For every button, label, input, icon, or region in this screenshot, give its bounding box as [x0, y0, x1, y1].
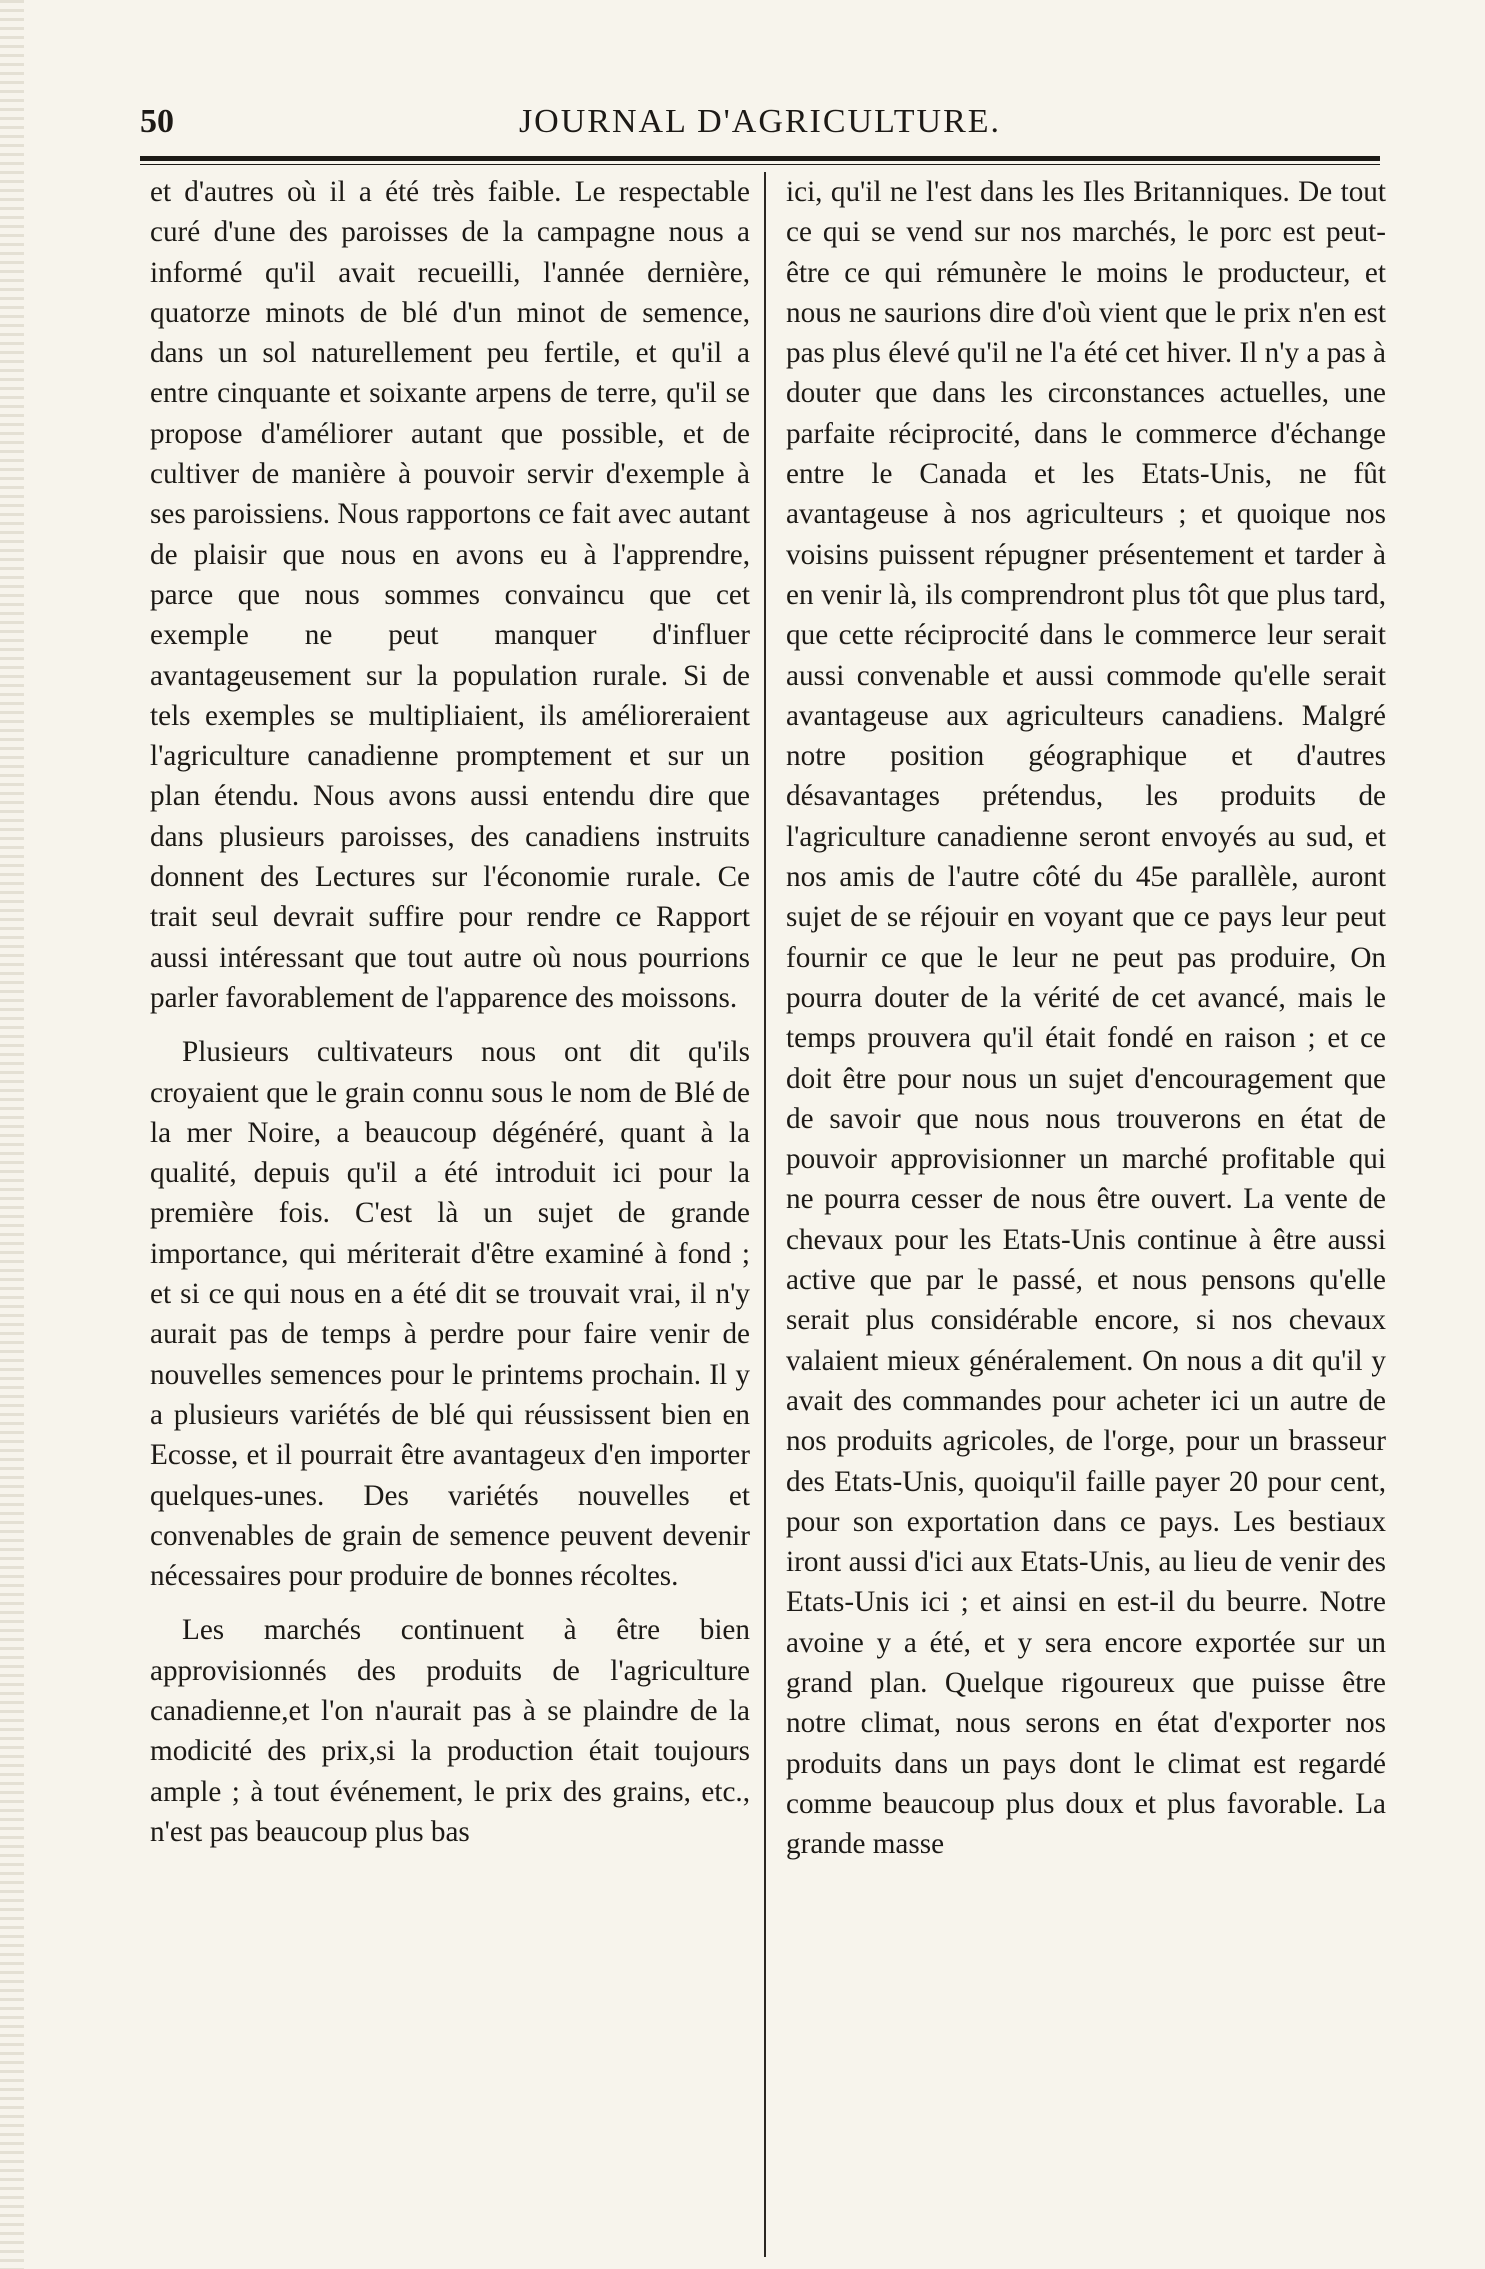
paragraph: Plusieurs cultivateurs nous ont dit qu'ils croyaient que le grain connu sous le nom de Blé de la mer Noire, a beaucoup dégénéré, quant à la qualité, depuis qu'il a été introduit ici pour la première fois. C'est là un sujet de grande importance, qui mériterait d'être examiné à fond ; et si ce qui nous en a été dit se trouvait vrai, il n'y aurait pas de temps à perdre pour faire venir de nouvelles semences pour le printems prochain. Il y a plusieurs variétés de blé qui réussissent bien en Ecosse, et il pourrait être avantageux d'en importer quelques-unes. Des variétés nouvelles et convenables de grain de semence peuvent devenir nécessaires pour produire de bonnes récoltes. [150, 1036, 750, 1593]
right-column [786, 172, 1386, 2257]
binding-edge [0, 0, 24, 2269]
paragraph: ici, qu'il ne l'est dans les Iles Britanniques. De tout ce qui se vend sur nos marchés, le porc est peut-être ce qui rémunère le moins le producteur, et nous ne saurions dire d'où vient que le prix n'en est pas plus élevé qu'il ne l'a été cet hiver. Il n'y a pas à douter que dans les circonstances actuelles, une parfaite réciprocité, dans le commerce d'échange entre le Canada et les Etats-Unis, ne fût avantageuse à nos agriculteurs ; et quoique nos voisins puissent répugner présentement et tarder à en venir là, ils comprendront plus tôt que plus tard, que cette réciprocité dans le commerce leur serait aussi convenable et aussi commode qu'elle serait avantageuse aux agriculteurs canadiens. Malgré notre position géographique et d'autres désavantages prétendus, les produits de l'agriculture canadienne seront envoyés au sud, et nos amis de l'autre côté du 45e parallèle, auront sujet de se réjouir en voyant que ce pays leur peut fournir ce que le leur ne peut pas produire, On pourra douter de la vérité de cet avancé, mais le temps prouvera qu'il était fondé en raison ; et ce doit être pour nous un sujet d'encouragement que de savoir que nous nous trouverons en état de pouvoir approvisionner un marché profitable qui ne pourra cesser de nous être ouvert. La vente de chevaux pour les Etats-Unis continue à être aussi active que par le passé, et nous pensons qu'elle serait plus considérable encore, si nos chevaux valaient mieux généralement. On nous a dit qu'il y avait des commandes pour acheter ici un autre de nos produits agricoles, de l'orge, pour un brasseur des Etats-Unis, quoiqu'il faille payer 20 pour cent, pour son exportation dans ce pays. Les bestiaux iront aussi d'ici aux Etats-Unis, au lieu de venir des Etats-Unis ici ; et ainsi en est-il du beurre. Notre avoine y a été, et y sera encore exportée sur un grand plan. Quelque rigoureux que puisse être notre climat, nous serons en état d'exporter nos produits dans un pays dont le climat est regardé comme beaucoup plus doux et plus favorable. La grande masse [786, 176, 1386, 1861]
column-divider [764, 172, 766, 2257]
running-title: JOURNAL D'AGRICULTURE. [518, 103, 1002, 140]
page-header [140, 92, 1380, 152]
header-rule-thin [140, 164, 1380, 165]
left-column [150, 172, 750, 2257]
paragraph: et d'autres où il a été très faible. Le respectable curé d'une des paroisses de la campagne nous a informé qu'il avait recueilli, l'année dernière, quatorze minots de blé d'un minot de semence, dans un sol naturellement peu fertile, et qu'il a entre cinquante et soixante arpens de terre, qu'il se propose d'améliorer autant que possible, et de cultiver de manière à pouvoir servir d'exemple à ses paroissiens. Nous rapportons ce fait avec autant de plaisir que nous en avons eu à l'apprendre, parce que nous sommes convaincu que cet exemple ne peut manquer d'influer avantageusement sur la population rurale. Si de tels exemples se multipliaient, ils amélioreraient l'agriculture canadienne promptement et sur un plan étendu. Nous avons aussi entendu dire que dans plusieurs paroisses, des canadiens instruits donnent des Lectures sur l'économie rurale. Ce trait seul devrait suffire pour rendre ce Rapport aussi intéressant que tout autre où nous pourrions parler favorablement de l'apparence des moissons. [150, 176, 750, 1014]
header-rule-thick [140, 156, 1380, 161]
page-number: 50 [140, 103, 174, 140]
paragraph: Les marchés continuent à être bien approvisionnés des produits de l'agriculture canadienne,et l'on n'aurait pas à se plaindre de la modicité des prix,si la production était toujours ample ; à tout événement, le prix des grains, etc., n'est pas beaucoup plus bas [150, 1614, 750, 1848]
